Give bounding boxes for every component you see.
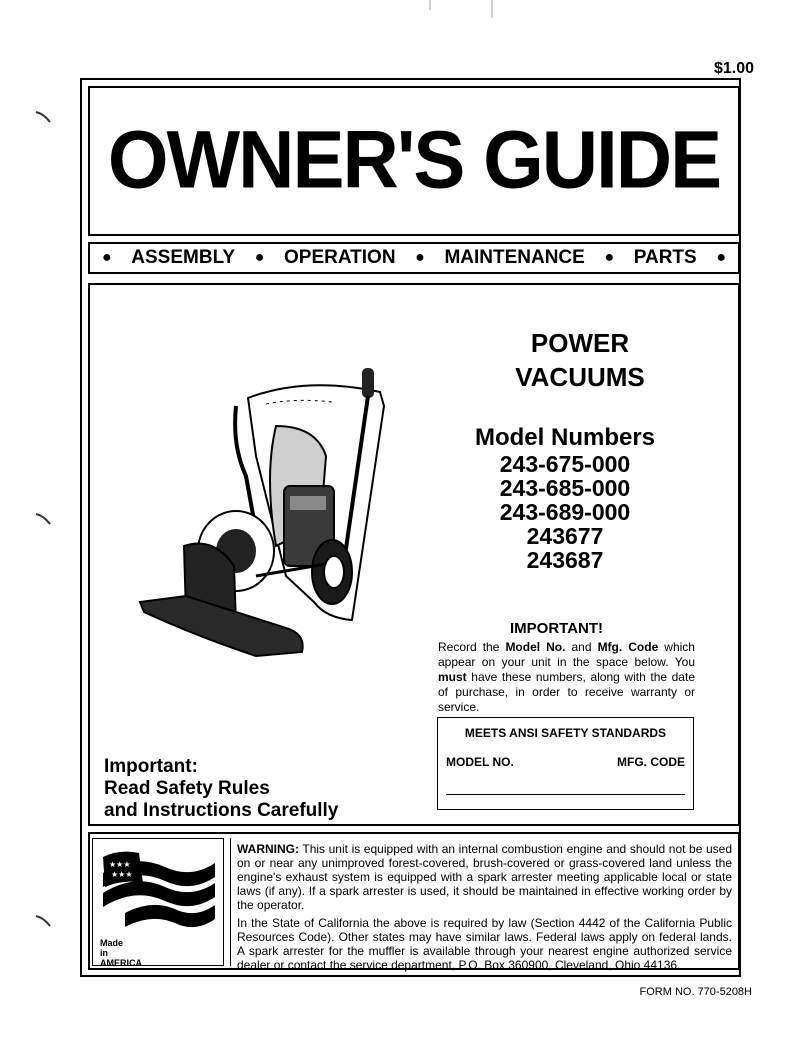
american-flag-icon [95,843,223,943]
power-vacuum-illustration [136,366,396,666]
bullet-icon: ● [102,249,112,266]
warning-paragraph-1: WARNING: This unit is equipped with an internal combustion engine and should not be used on or near any unimproved forest-covered, brush-covered or grass-covered land unless the engine's exhaust system is equipped with a spark arrester meeting applicable local or state laws (if any). If a spark arrester is used, it should be maintained in effective working order by the operator. [237,842,732,912]
price: $1.00 [713,60,754,77]
topic-maintenance: MAINTENANCE [444,247,585,268]
model-number: 243687 [526,547,604,573]
product-name [440,326,720,394]
made-in-line: Made [100,938,124,948]
model-number: 243-685-000 [499,475,631,501]
ansi-heading: MEETS ANSI SAFETY STANDARDS [464,726,667,740]
safety-notice-line: Important: [104,756,198,777]
topic-assembly: ASSEMBLY [131,247,236,268]
title-box [88,86,740,236]
model-numbers [440,426,690,572]
model-number: 243-675-000 [499,451,631,477]
warning-text [230,838,738,972]
made-in-line: AMERICA [100,958,142,968]
important-heading: IMPORTANT! [510,620,604,637]
important-text: Record the Model No. and Mfg. Code which appear on your unit in the space below. You must have these numbers, along with the date of purchase, in order to receive warranty or service. [438,640,695,714]
bullet-icon: ● [254,249,265,266]
made-in-america [100,938,142,968]
topic-parts: PARTS [633,247,697,268]
topic-operation: OPERATION [284,247,396,268]
safety-notice-line: and Instructions Carefully [104,800,339,821]
model-number: 243677 [526,523,604,549]
bullet-icon: ● [415,249,425,266]
safety-notice-line: Read Safety Rules [104,778,270,799]
model-numbers-heading: Model Numbers [474,424,656,451]
svg-text:★★★: ★★★ [111,870,133,879]
mfg-code-label: MFG. CODE [617,755,685,769]
svg-text:★★★: ★★★ [109,860,131,869]
product-line-1: POWER [530,328,630,358]
record-line [446,794,685,795]
warning-paragraph-2: In the State of California the above is required by law (Section 4442 of the California Public Resources Code). Other states may have similar laws. Federal laws apply on federal lands. A spark arrester for the muffler is available through your nearest engine authorized service dealer or contact the service department, P.O. Box 360900, Cleveland, Ohio 44136. [237,916,732,972]
form-number: FORM NO. 770-5208H [639,986,752,998]
made-in-line: in [100,948,108,958]
model-no-label: MODEL NO. [446,755,514,769]
bullet-icon: ● [716,249,726,266]
page-title: OWNER'S GUIDE [107,112,721,206]
topic-strip [88,242,740,274]
product-line-2: VACUUMS [515,362,645,392]
ansi-record-box [437,717,694,810]
safety-notice [104,756,338,822]
bullet-icon: ● [604,249,615,266]
model-number: 243-689-000 [499,499,631,525]
